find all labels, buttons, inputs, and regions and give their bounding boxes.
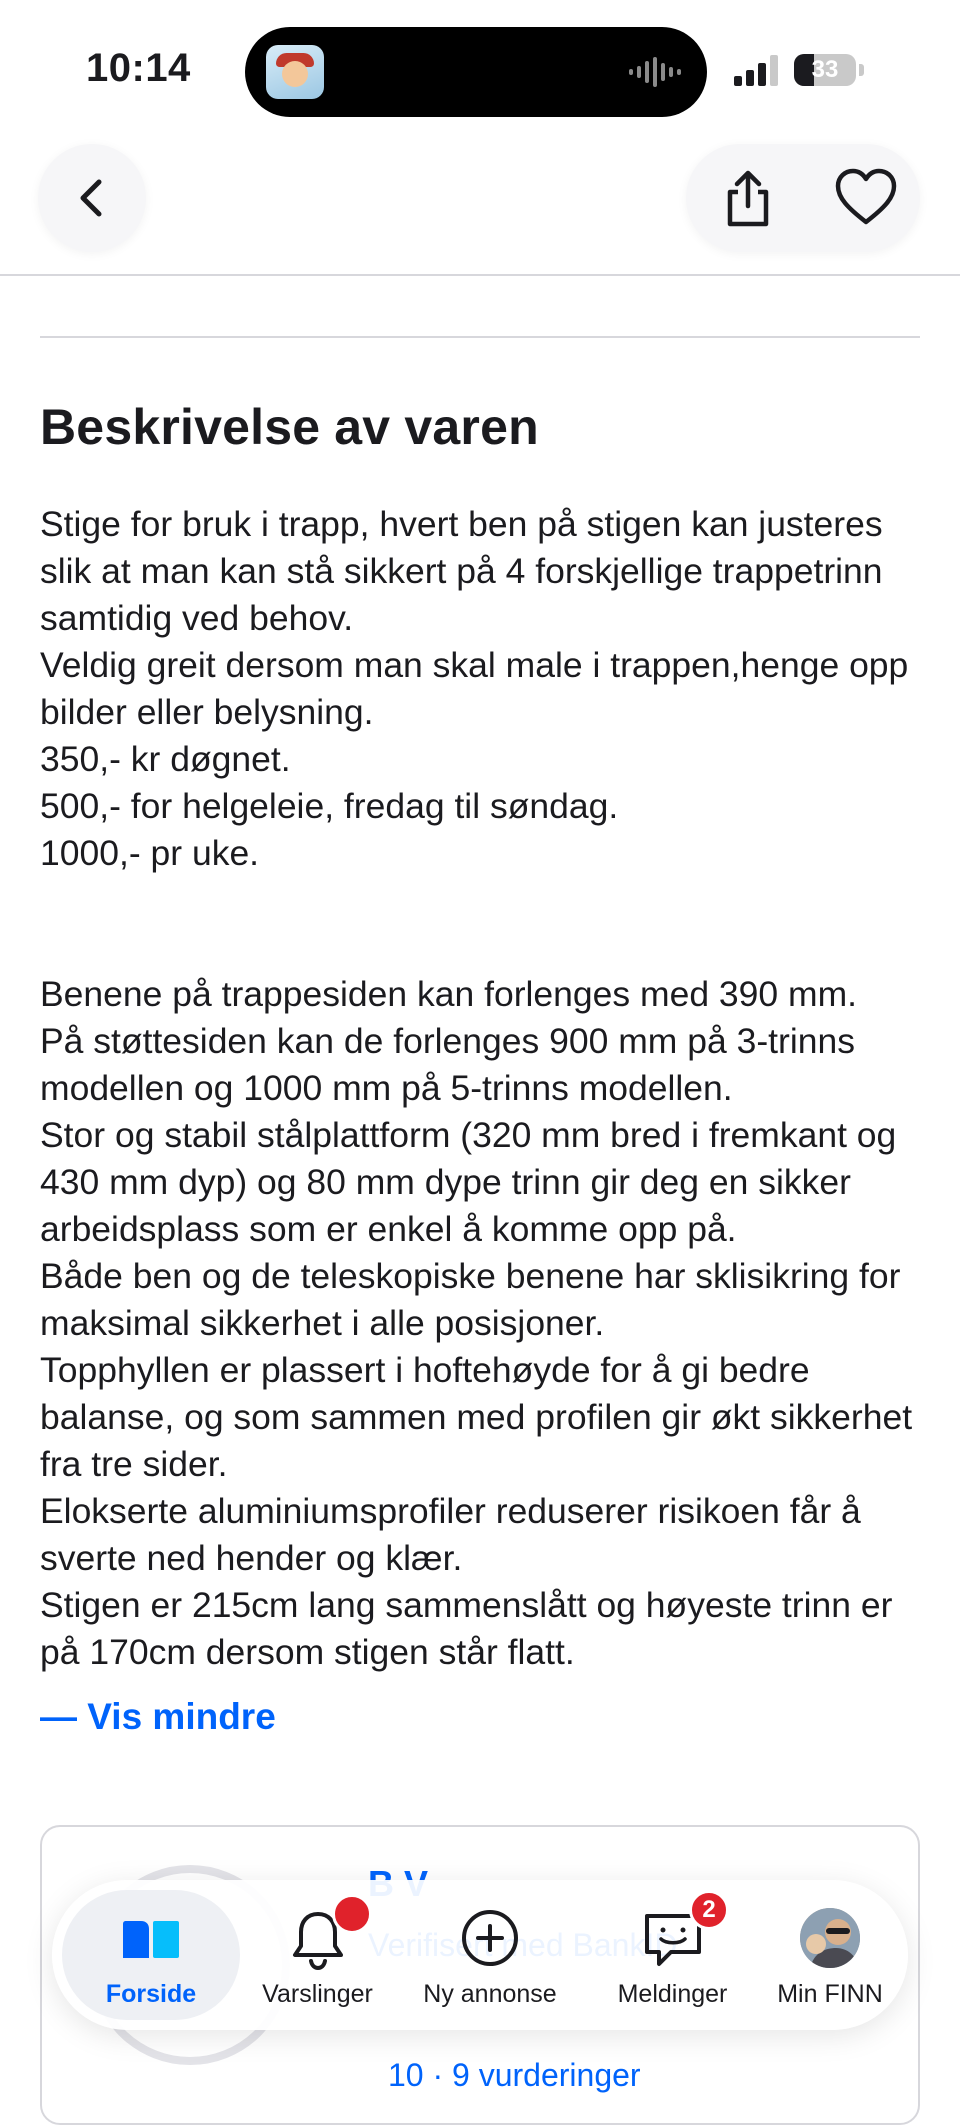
status-indicators (734, 50, 874, 90)
description-paragraph: Stige for bruk i trapp, hvert ben på stigen kan justeres slik at man kan stå sikkert på 4 forskjellige trappetrinn samtidig ved behov. (40, 504, 893, 638)
cellular-signal-icon (734, 54, 784, 86)
tab-label: Min FINN (777, 1980, 883, 2008)
action-buttons (686, 144, 920, 252)
tab-ny-annonse[interactable] (395, 1880, 585, 2030)
heart-icon[interactable] (834, 168, 898, 228)
app-icon (266, 45, 324, 99)
description-paragraph: Topphyllen er plassert i hoftehøyde for å gi bedre balanse, og som sammen med profilen gir økt sikkerhet fra tre sider. (40, 1350, 922, 1484)
dynamic-island[interactable] (245, 27, 707, 117)
waveform-icon (629, 57, 683, 87)
top-navigation (0, 130, 960, 276)
show-less-link[interactable]: — Vis mindre (40, 1696, 276, 1737)
section-title: Beskrivelse av varen (40, 399, 539, 455)
tab-label: Meldinger (617, 1980, 728, 2008)
notification-badge (332, 1894, 372, 1934)
tab-varslinger[interactable] (240, 1880, 395, 2030)
description-paragraph: Elokserte aluminiumsprofiler reduserer risikoen får å sverte ned hender og klær. (40, 1491, 871, 1578)
chevron-left-icon (72, 178, 112, 218)
description-paragraph: 500,- for helgeleie, fredag til søndag. (40, 786, 619, 826)
back-button[interactable] (38, 144, 146, 252)
message-count-badge: 2 (689, 1890, 729, 1930)
tab-label: Forside (105, 1980, 197, 2008)
tab-forside[interactable] (62, 1880, 240, 2030)
description-paragraph: På støttesiden kan de forlenges 900 mm på 3-trinns modellen og 1000 mm på 5-trinns modellen. (40, 1021, 865, 1108)
seller-rating[interactable]: 10 · 9 vurderinger (388, 2057, 641, 2093)
profile-avatar (800, 1908, 860, 1968)
plus-circle-icon (458, 1908, 522, 1972)
status-time: 10:14 (86, 46, 191, 90)
paragraph-spacer (40, 877, 920, 971)
description-paragraph: Både ben og de teleskopiske benene har sklisikring for maksimal sikkerhet i alle posisjoner. (40, 1256, 911, 1343)
description-paragraph: Benene på trappesiden kan forlenges med 390 mm. (40, 974, 858, 1014)
share-icon[interactable] (716, 166, 780, 230)
tab-meldinger[interactable] (585, 1880, 760, 2030)
battery-cap (859, 64, 864, 76)
battery-level: 33 (811, 56, 839, 83)
bottom-tab-bar (52, 1880, 908, 2030)
description-text (40, 501, 920, 1676)
tab-min-finn[interactable] (760, 1880, 900, 2030)
description-paragraph: Stor og stabil stålplattform (320 mm bred i fremkant og 430 mm dyp) og 80 mm dype trinn gir deg en sikker arbeidsplass som er enkel å komme opp på. (40, 1115, 907, 1249)
description-paragraph: Veldig greit dersom man skal male i trappen,henge opp bilder eller belysning. (40, 645, 919, 732)
section-divider (40, 336, 920, 338)
home-grid-icon (119, 1908, 183, 1972)
battery-icon (794, 54, 856, 86)
description-paragraph: Stigen er 215cm lang sammenslått og høyeste trinn er på 170cm dersom stigen står flatt. (40, 1585, 903, 1672)
description-paragraph: 1000,- pr uke. (40, 833, 260, 873)
status-bar (0, 0, 960, 130)
description-paragraph: 350,- kr døgnet. (40, 739, 291, 779)
tab-label: Ny annonse (423, 1980, 557, 2008)
tab-label: Varslinger (262, 1980, 373, 2008)
